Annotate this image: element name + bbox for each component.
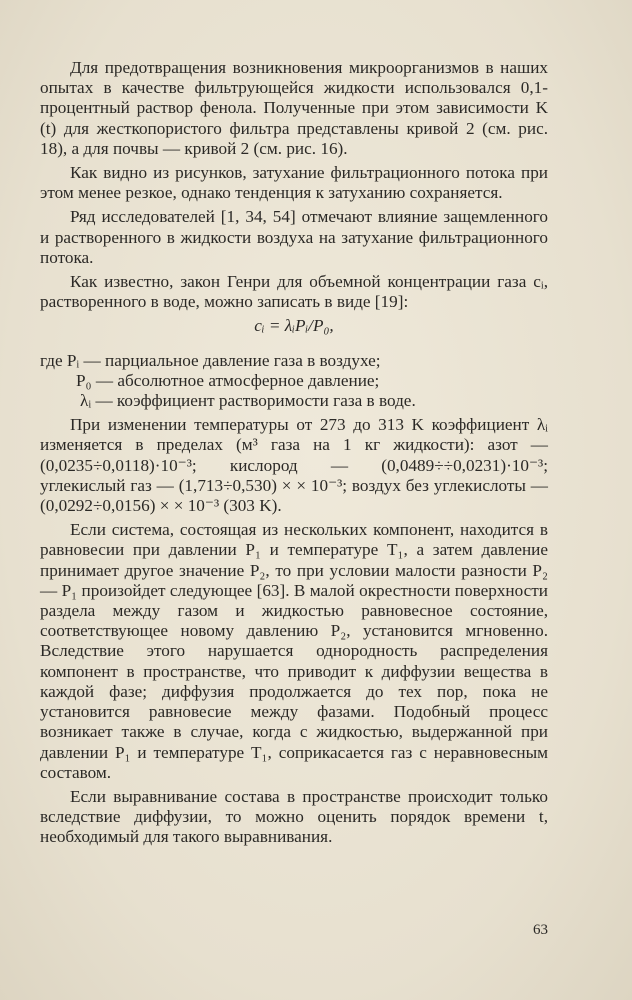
paragraph: Если выравнивание состава в пространстве происходит только вследствие диффузии, то можно оценить порядок времени t, необходимый для такого выравнивания.: [40, 786, 548, 847]
paragraph: Если система, состоящая из нескольких компонент, находится в равновесии при давлении P₁ и температуре T₁, а затем давление принимает другое значение P₂, то при условии малости разности P₂ — P₁ произойдет следующее [63]. В малой окрестности поверхности раздела между газом и жидкостью равновесное состояние, соответствующее новому давлению P₂, установится мгновенно. Вследствие этого нарушается однородность распределения компонент в пространстве, что приводит к диффузии вещества в каждой фазе; диффузия продолжается до тех пор, пока не установится равновесие между фазами. Подобный процесс возникает также в случае, когда с жидкостью, выдержанной при давлении P₁ и температуре T₁, соприкасается газ с неравновесным составом.: [40, 520, 548, 782]
paragraph: Ряд исследователей [1, 34, 54] отмечают влияние защемленного и растворенного в жидкости воздуха на затухание фильтрационного потока.: [40, 207, 548, 267]
paragraph: При изменении температуры от 273 до 313 K коэффициент λᵢ изменяется в пределах (м³ газа на 1 кг жидкости): азот — (0,0235÷0,0118)·10⁻³; кислород — (0,0489÷÷0,0231)·10⁻³; углекислый газ — (1,713÷0,530) × × 10⁻³; воздух без углекислоты — (0,0292÷0,0156) × × 10⁻³ (303 K).: [40, 415, 548, 516]
page-number: 63: [533, 922, 548, 938]
definition-line: где Pᵢ — парциальное давление газа в воздухе;: [40, 350, 381, 370]
body-text: [40, 58, 548, 852]
formula-definitions: [40, 351, 548, 412]
definition-line: λᵢ — коэффициент растворимости газа в воде.: [80, 391, 416, 411]
definition-line: P₀ — абсолютное атмосферное давление;: [76, 370, 380, 390]
paragraph: Как видно из рисунков, затухание фильтрационного потока при этом менее резкое, однако тенденция к затуханию сохраняется.: [40, 163, 548, 203]
paragraph: Для предотвращения возникновения микроорганизмов в наших опытах в качестве фильтрующейся жидкости использовался 0,1-процентный раствор фенола. Полученные при этом зависимости K (t) для жесткопористого фильтра представлены кривой 2 (см. рис. 18), а для почвы — кривой 2 (см. рис. 16).: [40, 58, 548, 158]
paragraph: Как известно, закон Генри для объемной концентрации газа cᵢ, растворенного в воде, можно записать в виде [19]:: [40, 272, 548, 312]
henry-law-formula: cᵢ = λᵢPᵢ/P₀,: [254, 316, 334, 336]
